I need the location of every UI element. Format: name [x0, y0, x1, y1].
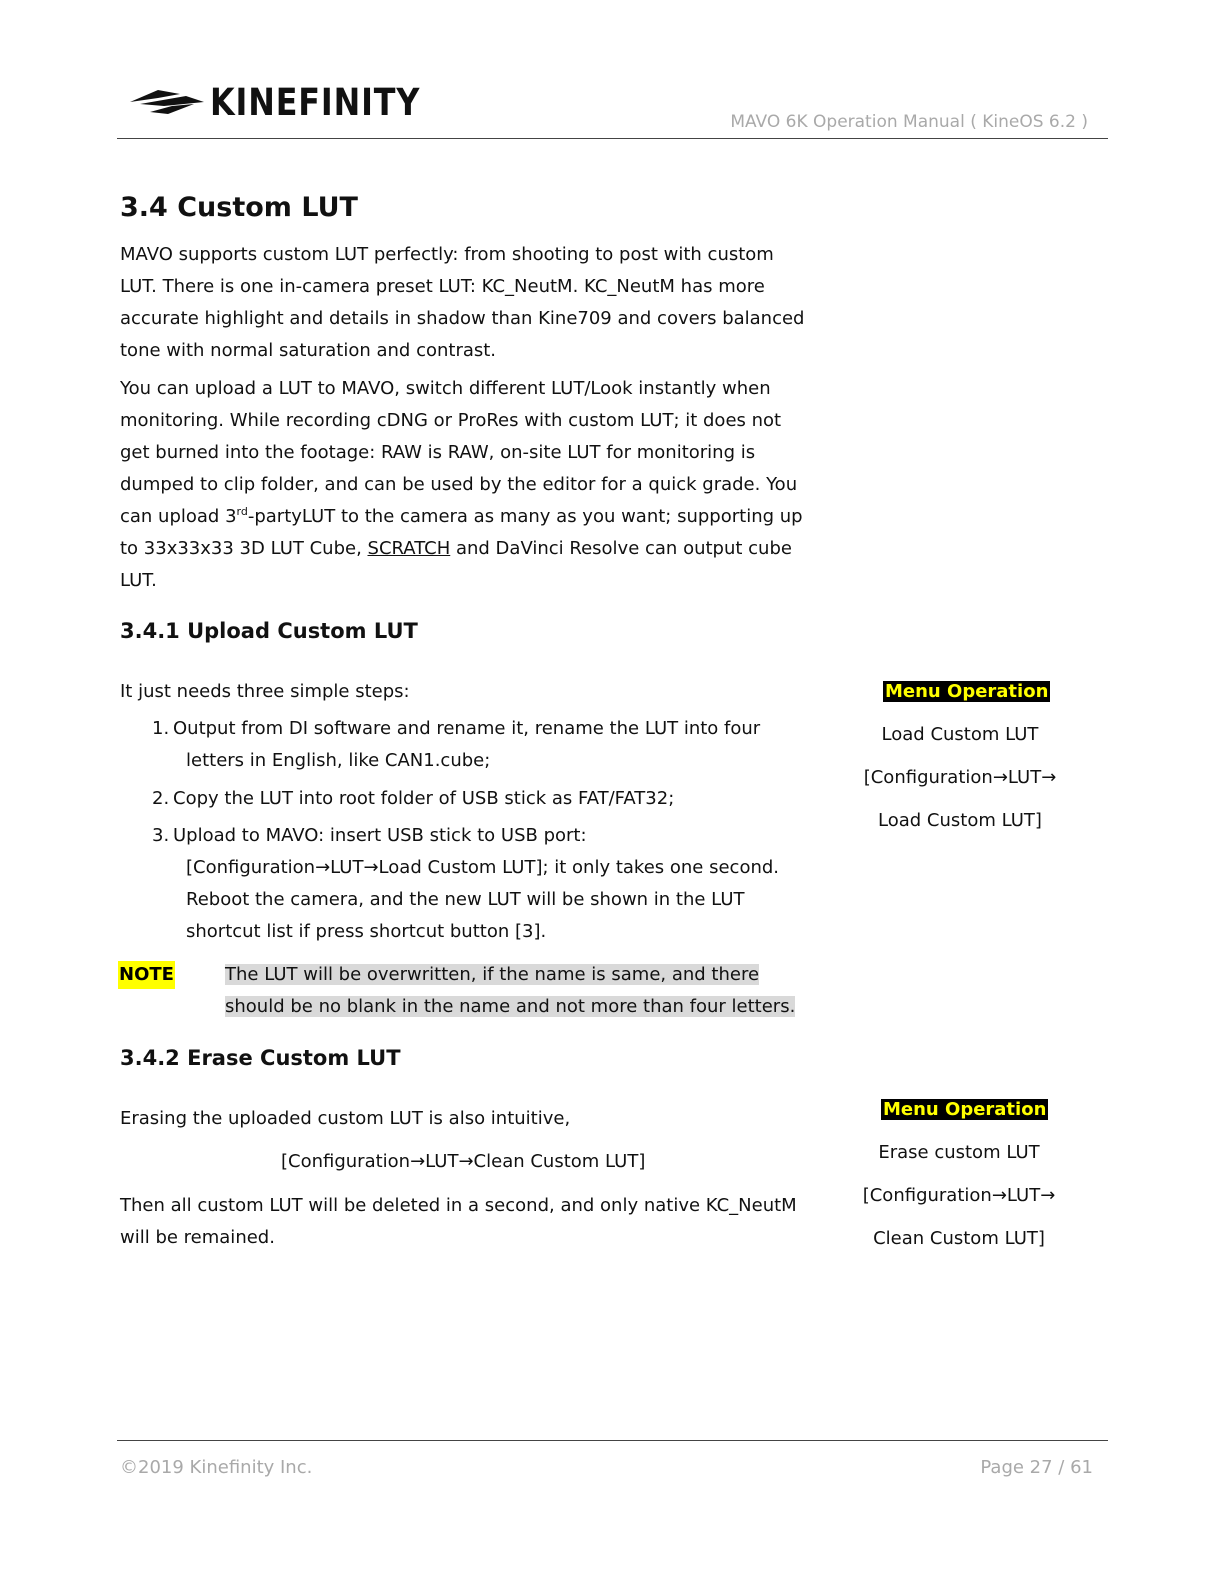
erase-path: [Configuration→LUT→Clean Custom LUT]: [281, 1151, 646, 1172]
note-badge: NOTE: [118, 961, 175, 989]
menu-operation-label: Menu Operation: [883, 1099, 1047, 1120]
menu-operation-badge-erase: [881, 1095, 1048, 1125]
intro-text-2-start: You can upload a LUT to MAVO, switch different LUT/Look instantly when monitoring. While recording cDNG or ProRes with custom LUT; it does not get burned into the footage: RAW is RAW, on-site LUT for monitoring is dumped to clip folder, and can be used by the editor for a quick grade. You can upload 3: [120, 378, 798, 527]
erase-closing-text: Then all custom LUT will be deleted in a second, and only native KC_NeutM will be remained.: [120, 1195, 797, 1248]
step-text: Upload to MAVO: insert USB stick to USB port:: [173, 825, 587, 846]
note-line-2: should be no blank in the name and not more than four letters.: [225, 996, 796, 1017]
menu-operation-label: Menu Operation: [885, 681, 1049, 702]
ordinal-suffix: rd: [236, 505, 248, 518]
intro-text-2: [120, 373, 810, 597]
menu-operation-badge: [883, 677, 1050, 707]
manual-title: MAVO 6K Operation Manual ( KineOS 6.2 ): [730, 112, 1088, 132]
intro-text-2-end: and DaVinci Resolve can output cube LUT.: [120, 538, 792, 591]
logo-wordmark: KINEFINITY: [210, 81, 421, 124]
logo-mark-icon: [128, 82, 208, 122]
copyright: ©2019 Kinefinity Inc.: [120, 1457, 313, 1478]
erase-heading: 3.4.2 Erase Custom LUT: [120, 1046, 401, 1070]
kinefinity-logo: [128, 81, 421, 124]
step-3: [152, 820, 812, 948]
step-number: 2.: [152, 788, 170, 809]
menu-path-clean: Clean Custom LUT]: [873, 1228, 1045, 1249]
upload-lead: It just needs three simple steps:: [120, 681, 410, 702]
menu-path-load: Load Custom LUT]: [878, 810, 1042, 831]
header-rule: [117, 138, 1108, 139]
menu-path-configuration: [Configuration→LUT→: [863, 767, 1057, 788]
menu-erase-custom-lut: Erase custom LUT: [878, 1142, 1040, 1163]
step-number: 3.: [152, 825, 170, 846]
page-number: Page 27 / 61: [980, 1457, 1093, 1478]
erase-closing: [120, 1190, 810, 1254]
step-continuation: [Configuration→LUT→Load Custom LUT]; it only takes one second. Reboot the camera, and the new LUT will be shown in the LUT shortcut list if press shortcut button [3].: [186, 857, 780, 942]
erase-lead: Erasing the uploaded custom LUT is also intuitive,: [120, 1108, 571, 1129]
upload-heading: 3.4.1 Upload Custom LUT: [120, 619, 418, 643]
step-2: [152, 783, 812, 815]
menu-path-configuration-erase: [Configuration→LUT→: [862, 1185, 1056, 1206]
note-text: [225, 959, 795, 1023]
step-text: Copy the LUT into root folder of USB stick as FAT/FAT32;: [173, 788, 675, 809]
footer-rule: [117, 1440, 1108, 1441]
intro-paragraph-2: [120, 373, 810, 597]
step-number: 1.: [152, 718, 170, 739]
scratch-link[interactable]: SCRATCH: [367, 538, 451, 559]
intro-text-2-middle: -partyLUT to the camera as many as you want; supporting up to 33x33x33 3D LUT Cube,: [120, 506, 803, 559]
section-heading: 3.4 Custom LUT: [120, 192, 358, 223]
intro-text-1: MAVO supports custom LUT perfectly: from shooting to post with custom LUT. There is one in-camera preset LUT: KC_NeutM. KC_NeutM has more accurate highlight and details in shadow than Kine709 and covers balanced tone with normal saturation and contrast.: [120, 244, 805, 361]
menu-load-custom-lut: Load Custom LUT: [881, 724, 1039, 745]
note-line-1: The LUT will be overwritten, if the name is same, and there: [225, 964, 760, 985]
step-text: Output from DI software and rename it, rename the LUT into four: [173, 718, 761, 739]
step-continuation: letters in English, like CAN1.cube;: [186, 750, 491, 771]
step-1: [152, 713, 812, 777]
intro-paragraph-1: [120, 239, 810, 367]
